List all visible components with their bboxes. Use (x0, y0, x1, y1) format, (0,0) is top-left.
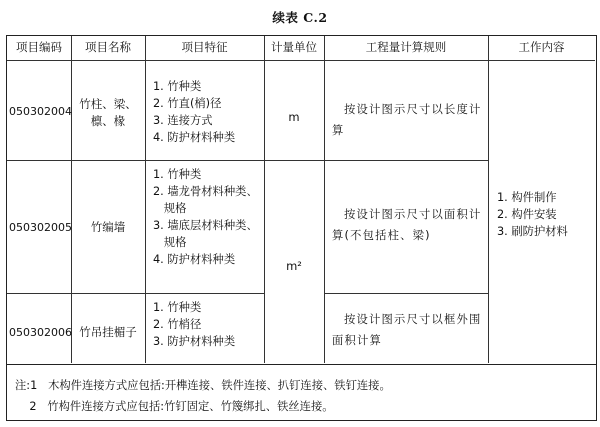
item-code: 050302004 (9, 105, 72, 118)
column-divider (145, 36, 146, 363)
item-code: 050302005 (9, 221, 72, 234)
unit-value: m² (286, 259, 302, 273)
row-divider (324, 160, 488, 161)
header-rule: 工程量计算规则 (365, 40, 447, 54)
feature-line: 2. 墙龙骨材料种类、 (153, 185, 258, 198)
item-name: 竹吊挂楣子 (79, 325, 137, 339)
table-caption: 续表 C.2 (272, 10, 328, 25)
rule-line: 算(不包括柱、梁) (332, 229, 431, 242)
item-name-line: 檩、椽 (90, 114, 126, 128)
calc-rule (332, 309, 484, 351)
note-line: 注:1 木构件连接方式应包括:开榫连接、铁件连接、扒钉连接、铁钉连接。 (15, 379, 391, 392)
item-name: 竹编墙 (90, 220, 126, 234)
row-divider (7, 160, 324, 161)
header-unit: 计量单位 (271, 40, 317, 54)
note-line: 2 竹构件连接方式应包括:竹钉固定、竹篾绑扎、铁丝连接。 (15, 400, 334, 413)
feature-line: 1. 竹种类 (153, 168, 202, 181)
feature-line: 4. 防护材料种类 (153, 131, 236, 144)
item-name-line: 竹柱、梁、 (79, 97, 137, 111)
item-code: 050302006 (9, 326, 72, 339)
work-line: 2. 构件安装 (497, 208, 557, 221)
column-divider (264, 36, 265, 363)
column-divider (324, 36, 325, 363)
item-features (153, 302, 235, 353)
calc-rule (332, 99, 484, 141)
feature-line: 4. 防护材料种类 (153, 253, 236, 266)
feature-line: 3. 连接方式 (153, 114, 213, 127)
calc-rule (332, 204, 484, 246)
feature-line: 1. 竹种类 (153, 301, 202, 314)
feature-line: 1. 竹种类 (153, 80, 202, 93)
work-line: 3. 刷防护材料 (497, 225, 568, 238)
spec-table (6, 35, 597, 365)
column-divider (71, 36, 72, 363)
item-name (71, 99, 145, 133)
rule-line: 按设计图示尺寸以长度计 (344, 103, 482, 116)
header-name: 项目名称 (85, 40, 131, 54)
feature-line: 3. 墙底层材料种类、 (153, 219, 258, 232)
header-divider (7, 60, 595, 61)
rule-line: 算 (332, 124, 345, 137)
feature-line: 规格 (153, 202, 187, 215)
column-divider (488, 36, 489, 363)
item-features (153, 81, 235, 149)
unit-value: m (288, 110, 300, 124)
row-divider (324, 293, 488, 294)
header-code: 项目编码 (16, 40, 62, 54)
rule-line: 面积计算 (332, 334, 382, 347)
work-line: 1. 构件制作 (497, 191, 557, 204)
header-features: 项目特征 (181, 40, 228, 54)
table-notes (6, 365, 597, 421)
feature-line: 规格 (153, 236, 187, 249)
row-divider (7, 293, 264, 294)
rule-line: 按设计图示尺寸以面积计 (344, 208, 482, 221)
feature-line: 2. 竹梢径 (153, 318, 202, 331)
header-work: 工作内容 (518, 40, 565, 54)
feature-line: 3. 防护材料种类 (153, 335, 236, 348)
work-content (497, 192, 568, 243)
item-features (153, 169, 258, 271)
feature-line: 2. 竹直(梢)径 (153, 97, 222, 110)
rule-line: 按设计图示尺寸以框外围 (344, 313, 482, 326)
